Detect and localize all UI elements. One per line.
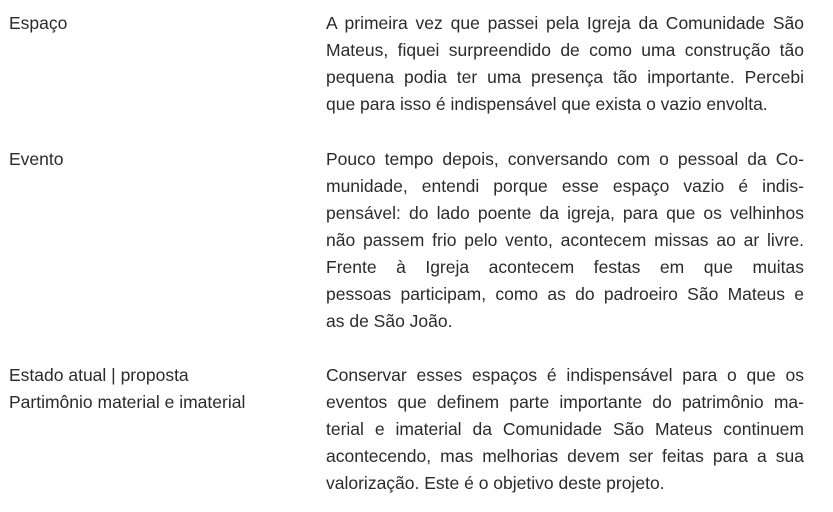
section-text xyxy=(326,10,804,118)
text-line: acontecendo, mas melhorias devem ser feitas para a sua xyxy=(326,446,804,466)
text-line: Pouco tempo depois, conversando com o pessoal da Co- xyxy=(326,149,804,169)
text-line: Mateus, fiquei surpreendido de como uma construção tão xyxy=(326,40,804,60)
label-line: Evento xyxy=(9,149,64,169)
text-line: Conservar esses espaços é indispensável para o que os xyxy=(326,365,804,385)
text-line: eventos que definem parte importante do patrimônio ma- xyxy=(326,392,804,412)
text-line: Frente à Igreja acontecem festas em que muitas xyxy=(326,257,804,277)
text-line: pensável: do lado poente da igreja, para que os velhinhos xyxy=(326,203,804,223)
text-line: não passem frio pelo vento, acontecem missas ao ar livre. xyxy=(326,230,804,250)
section-label xyxy=(9,362,309,416)
section-text xyxy=(326,362,804,497)
label-line: Espaço xyxy=(9,13,68,33)
text-line: pessoas participam, como as do padroeiro São Mateus e xyxy=(326,284,804,304)
section-label xyxy=(9,10,309,37)
section-label xyxy=(9,146,309,173)
text-line: valorização. Este é o objetivo deste projeto. xyxy=(326,473,665,493)
text-line: as de São João. xyxy=(326,311,453,331)
text-line: que para isso é indispensável que exista o vazio envolta. xyxy=(326,94,768,114)
text-line: pequena podia ter uma presença tão importante. Percebi xyxy=(326,67,804,87)
section-text xyxy=(326,146,804,335)
text-line: munidade, entendi porque esse espaço vazio é indis- xyxy=(326,176,804,196)
text-line: terial e imaterial da Comunidade São Mateus continuem xyxy=(326,419,804,439)
label-line: Estado atual | proposta xyxy=(9,365,189,385)
text-line: A primeira vez que passei pela Igreja da Comunidade São xyxy=(326,13,804,33)
label-line: Partimônio material e imaterial xyxy=(9,392,246,412)
